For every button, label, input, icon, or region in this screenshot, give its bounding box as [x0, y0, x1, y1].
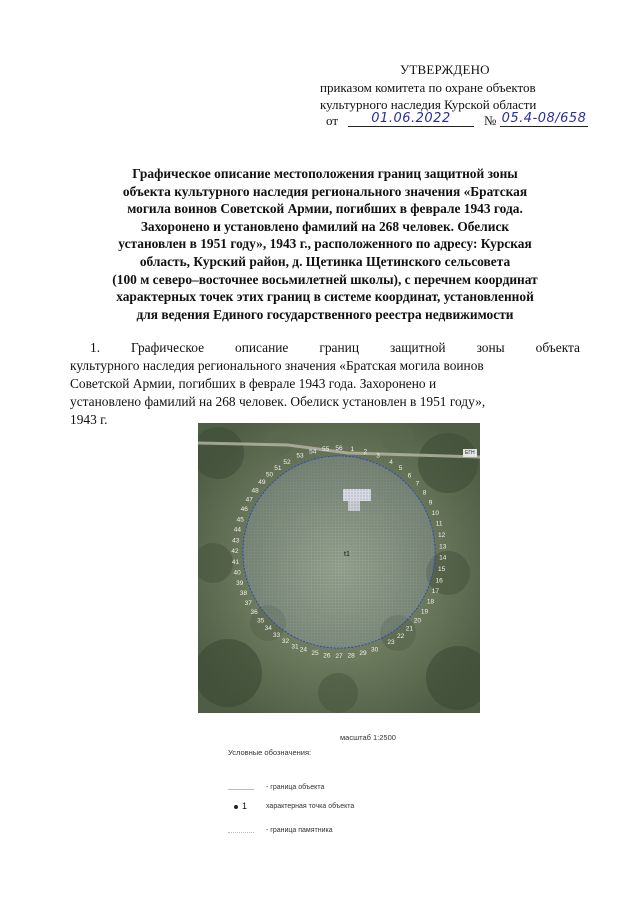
satellite-map — [198, 423, 480, 713]
paragraph-line: культурного наследия регионального значения «Братская могила воинов — [70, 358, 484, 373]
boundary-point-label: 27 — [335, 653, 343, 660]
boundary-point-label: 4 — [389, 458, 393, 466]
boundary-point-label: 15 — [437, 566, 446, 574]
boundary-point-label: 6 — [407, 472, 412, 480]
paragraph-line: установлено фамилий на 268 человек. Обелиск установлен в 1951 году», — [70, 394, 486, 409]
boundary-point-label: 37 — [244, 599, 252, 607]
boundary-point-label: 19 — [420, 608, 429, 616]
boundary-point-label: 23 — [387, 639, 395, 647]
boundary-point-label: 25 — [311, 650, 319, 658]
legend-point-number: 1 — [242, 801, 248, 811]
title-line: область, Курский район, д. Щетинка Щетинского сельсовета — [139, 253, 511, 269]
map-scale: масштаб 1:2500 — [340, 733, 396, 742]
boundary-point-label: 12 — [437, 531, 446, 539]
document-title — [70, 165, 580, 323]
date-label: от — [326, 113, 339, 128]
handwritten-date: 01.06.2022 — [348, 111, 474, 127]
boundary-point-label: 49 — [258, 479, 266, 487]
legend-object-label: - граница объекта — [266, 784, 325, 791]
boundary-point-label: 44 — [233, 526, 242, 534]
boundary-point-label: 47 — [245, 496, 253, 504]
title-line: (100 м северо–восточнее восьмилетней школы), с перечнем координат — [112, 271, 538, 287]
paragraph-line: Советской Армии, погибших в феврале 1943 года. Захоронено и — [70, 376, 437, 391]
boundary-point-label: 17 — [431, 588, 440, 596]
title-line: установлен в 1951 году», 1943 г., расположенного по адресу: Курская — [118, 236, 532, 252]
boundary-point-label: 40 — [233, 569, 241, 577]
boundary-point-label: 31 — [291, 643, 299, 651]
boundary-point-label: 8 — [422, 489, 427, 497]
approved-heading: УТВЕРЖДЕНО — [400, 62, 490, 77]
boundary-point-label: 46 — [240, 506, 248, 514]
paragraph-line: 1943 г. — [70, 412, 108, 427]
map-svg — [198, 423, 480, 713]
boundary-point-label: 30 — [370, 646, 379, 654]
boundary-point-label: 53 — [296, 452, 304, 460]
boundary-point-label: 56 — [335, 445, 343, 452]
approved-order-line: приказом комитета по охране объектов — [320, 80, 536, 95]
boundary-point-label: 5 — [398, 465, 403, 473]
boundary-point-label: 39 — [236, 580, 244, 588]
title-line: Захоронено и установлено фамилий на 268 человек. Обелиск — [140, 218, 510, 234]
boundary-point-label: 42 — [231, 548, 239, 556]
boundary-point-label: 24 — [299, 646, 308, 654]
legend-monument-label: - граница памятника — [266, 827, 333, 834]
boundary-point-label: 32 — [281, 638, 290, 646]
boundary-point-label: 26 — [323, 652, 331, 660]
boundary-point-label: 21 — [405, 625, 414, 633]
boundary-point-label: 29 — [359, 650, 367, 658]
boundary-point-label: 36 — [250, 609, 258, 616]
handwritten-number: 05.4-08/658 — [501, 111, 587, 126]
boundary-point-label: 20 — [413, 617, 422, 625]
boundary-point-label: 7 — [415, 480, 420, 488]
boundary-point-label: 2 — [363, 448, 368, 456]
boundary-point-label: 54 — [309, 448, 317, 456]
approved-committee-line: культурного наследия Курской области — [320, 97, 537, 112]
boundary-point-label: 55 — [322, 445, 330, 453]
boundary-point-label: 35 — [257, 617, 265, 625]
title-line: Графическое описание местоположения границ защитной зоны — [132, 166, 518, 181]
boundary-point-label: 48 — [251, 487, 259, 495]
title-line: могила воинов Советской Армии, погибших в феврале 1943 года. — [127, 201, 523, 217]
title-line: характерных точек этих границ в системе координат, установленной — [116, 289, 534, 305]
boundary-point-label: 11 — [435, 520, 443, 528]
boundary-point-label: 1 — [350, 445, 355, 453]
boundary-point-label: 52 — [283, 458, 291, 466]
title-line: объекта культурного наследия регионального значения «Братская — [122, 183, 528, 199]
legend-point-label: характерная точка объекта — [266, 803, 355, 810]
boundary-point-label: 45 — [236, 516, 244, 524]
boundary-point-label: 13 — [439, 543, 447, 551]
legend-monument-line — [228, 832, 254, 833]
boundary-point-label: 10 — [431, 509, 440, 517]
description-paragraph — [70, 339, 580, 429]
boundary-point-label: 43 — [232, 537, 240, 545]
boundary-point-label: 14 — [439, 554, 447, 562]
boundary-point-label: 50 — [265, 471, 274, 479]
boundary-point-label: 38 — [239, 590, 248, 598]
boundary-point-label: 28 — [347, 652, 355, 660]
legend-object-line — [228, 789, 254, 790]
boundary-point-label: 41 — [231, 558, 240, 566]
legend-title: Условные обозначения: — [228, 748, 312, 757]
boundary-point-label: 51 — [274, 464, 282, 472]
boundary-point-label: 33 — [272, 632, 281, 640]
boundary-point-label: 18 — [426, 598, 435, 606]
center-point-label: t1 — [344, 551, 350, 558]
boundary-point-label: 22 — [396, 632, 405, 640]
number-label: № — [484, 113, 497, 128]
boundary-point-label: 3 — [376, 452, 380, 460]
legend-point-dot — [234, 805, 238, 809]
boundary-point-label: 34 — [264, 625, 272, 633]
paragraph-line: 1. Графическое описание границ защитной зоны объекта — [90, 340, 580, 355]
title-line: для ведения Единого государственного реестра недвижимости — [136, 306, 514, 322]
corner-label: ЕГН — [465, 450, 475, 456]
boundary-point-label: 16 — [435, 577, 443, 585]
boundary-point-label: 9 — [428, 499, 433, 507]
